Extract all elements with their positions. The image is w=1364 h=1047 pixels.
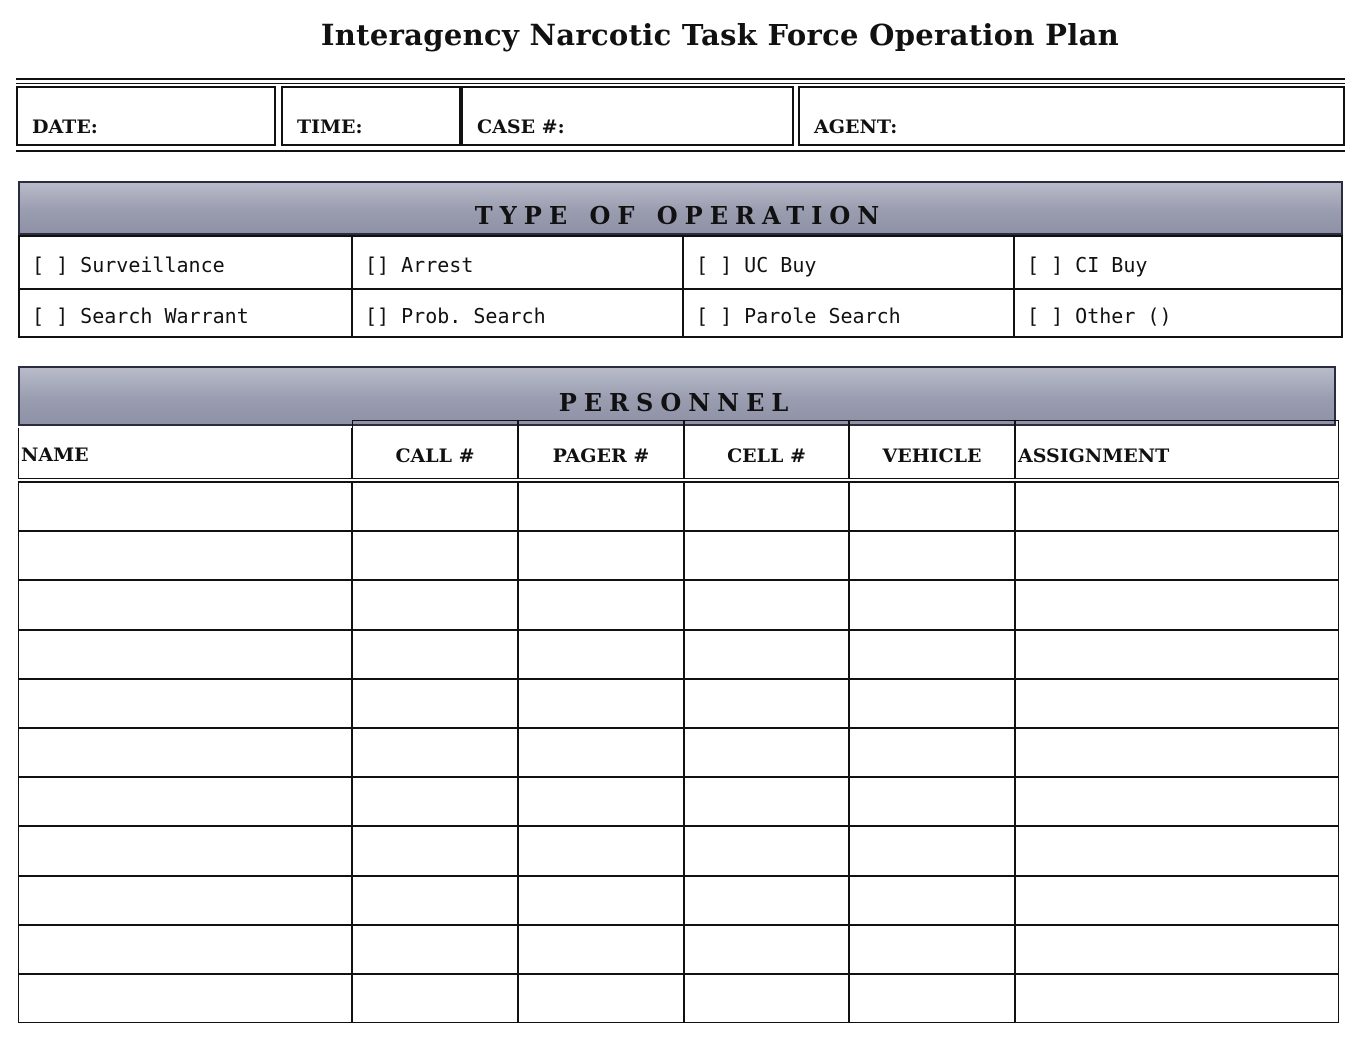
personnel-cell-pager-number[interactable] xyxy=(518,580,684,629)
personnel-cell-cell-number[interactable] xyxy=(684,728,849,777)
personnel-cell-vehicle[interactable] xyxy=(849,974,1015,1023)
option-ci-buy[interactable] xyxy=(1015,237,1341,287)
personnel-cell-call-number[interactable] xyxy=(352,876,518,925)
personnel-cell-vehicle[interactable] xyxy=(849,482,1015,531)
agent-field[interactable] xyxy=(798,86,1345,146)
option-surveillance[interactable] xyxy=(20,237,351,287)
personnel-cell-assignment[interactable] xyxy=(1015,876,1339,925)
option-parole-search[interactable] xyxy=(684,288,1013,338)
option-prob-search[interactable] xyxy=(353,288,682,338)
option-label: [] Arrest xyxy=(365,253,474,277)
personnel-cell-pager-number[interactable] xyxy=(518,482,684,531)
personnel-cell-pager-number[interactable] xyxy=(518,777,684,826)
option-arrest[interactable] xyxy=(353,237,682,287)
personnel-cell-pager-number[interactable] xyxy=(518,728,684,777)
personnel-cell-assignment[interactable] xyxy=(1015,679,1339,728)
option-search-warrant[interactable] xyxy=(20,288,351,338)
column-header-label: CALL # xyxy=(395,445,475,467)
personnel-cell-cell-number[interactable] xyxy=(684,826,849,875)
personnel-cell-assignment[interactable] xyxy=(1015,777,1339,826)
date-field[interactable] xyxy=(16,86,276,146)
personnel-cell-name[interactable] xyxy=(18,679,352,728)
personnel-cell-vehicle[interactable] xyxy=(849,679,1015,728)
personnel-cell-assignment[interactable] xyxy=(1015,482,1339,531)
option-label: [ ] CI Buy xyxy=(1027,253,1148,277)
personnel-cell-name[interactable] xyxy=(18,777,352,826)
option-label: [ ] Surveillance xyxy=(32,253,225,277)
column-header-label: NAME xyxy=(21,444,89,466)
personnel-cell-cell-number[interactable] xyxy=(684,679,849,728)
personnel-cell-cell-number[interactable] xyxy=(684,630,849,679)
personnel-cell-name[interactable] xyxy=(18,630,352,679)
personnel-cell-name[interactable] xyxy=(18,974,352,1023)
personnel-cell-cell-number[interactable] xyxy=(684,925,849,974)
personnel-cell-vehicle[interactable] xyxy=(849,531,1015,580)
personnel-cell-pager-number[interactable] xyxy=(518,876,684,925)
time-label: TIME: xyxy=(297,116,363,138)
personnel-cell-pager-number[interactable] xyxy=(518,531,684,580)
personnel-cell-vehicle[interactable] xyxy=(849,580,1015,629)
type-of-operation-bar xyxy=(18,181,1343,235)
personnel-cell-assignment[interactable] xyxy=(1015,826,1339,875)
personnel-cell-cell-number[interactable] xyxy=(684,482,849,531)
time-field[interactable] xyxy=(281,86,461,146)
option-label: [ ] UC Buy xyxy=(696,253,817,277)
personnel-cell-name[interactable] xyxy=(18,531,352,580)
column-header-label: ASSIGNMENT xyxy=(1018,445,1170,467)
option-label: [ ] Search Warrant xyxy=(32,304,249,328)
personnel-cell-vehicle[interactable] xyxy=(849,728,1015,777)
personnel-cell-call-number[interactable] xyxy=(352,531,518,580)
personnel-cell-assignment[interactable] xyxy=(1015,728,1339,777)
personnel-cell-pager-number[interactable] xyxy=(518,974,684,1023)
personnel-cell-call-number[interactable] xyxy=(352,925,518,974)
column-header-call-number xyxy=(352,420,518,480)
personnel-cell-call-number[interactable] xyxy=(352,679,518,728)
personnel-cell-name[interactable] xyxy=(18,728,352,777)
personnel-cell-call-number[interactable] xyxy=(352,777,518,826)
personnel-cell-name[interactable] xyxy=(18,580,352,629)
personnel-cell-vehicle[interactable] xyxy=(849,777,1015,826)
personnel-cell-pager-number[interactable] xyxy=(518,826,684,875)
personnel-bar xyxy=(18,366,1336,426)
personnel-cell-cell-number[interactable] xyxy=(684,876,849,925)
option-label: [ ] Parole Search xyxy=(696,304,901,328)
option-label: [ ] Other () xyxy=(1027,304,1172,328)
case-number-label: CASE #: xyxy=(477,116,565,138)
column-header-label: PAGER # xyxy=(552,445,650,467)
page-title: Interagency Narcotic Task Force Operation Plan xyxy=(320,18,1120,52)
column-header-name xyxy=(18,428,352,480)
column-header-pager-number xyxy=(518,420,684,480)
personnel-cell-call-number[interactable] xyxy=(352,580,518,629)
personnel-cell-pager-number[interactable] xyxy=(518,679,684,728)
option-label: [] Prob. Search xyxy=(365,304,546,328)
operation-options-grid xyxy=(18,235,1343,338)
personnel-cell-cell-number[interactable] xyxy=(684,531,849,580)
personnel-cell-vehicle[interactable] xyxy=(849,826,1015,875)
column-header-label: VEHICLE xyxy=(882,445,982,467)
agent-label: AGENT: xyxy=(814,116,898,138)
personnel-cell-vehicle[interactable] xyxy=(849,925,1015,974)
personnel-cell-name[interactable] xyxy=(18,925,352,974)
personnel-cell-assignment[interactable] xyxy=(1015,925,1339,974)
personnel-cell-assignment[interactable] xyxy=(1015,531,1339,580)
column-header-cell-number xyxy=(684,420,849,480)
column-header-label: CELL # xyxy=(727,445,806,467)
personnel-cell-vehicle[interactable] xyxy=(849,876,1015,925)
personnel-cell-assignment[interactable] xyxy=(1015,630,1339,679)
personnel-cell-assignment[interactable] xyxy=(1015,580,1339,629)
personnel-cell-call-number[interactable] xyxy=(352,826,518,875)
personnel-cell-name[interactable] xyxy=(18,876,352,925)
personnel-cell-cell-number[interactable] xyxy=(684,580,849,629)
info-bottom-rule xyxy=(16,150,1345,152)
type-of-operation-heading: TYPE OF OPERATION xyxy=(474,201,887,230)
option-other[interactable] xyxy=(1015,288,1341,338)
personnel-cell-call-number[interactable] xyxy=(352,482,518,531)
personnel-cell-cell-number[interactable] xyxy=(684,777,849,826)
personnel-cell-pager-number[interactable] xyxy=(518,630,684,679)
top-rule-thin xyxy=(16,83,1345,84)
personnel-cell-call-number[interactable] xyxy=(352,974,518,1023)
date-label: DATE: xyxy=(32,116,98,138)
personnel-cell-vehicle[interactable] xyxy=(849,630,1015,679)
personnel-cell-name[interactable] xyxy=(18,826,352,875)
top-rule xyxy=(16,78,1345,80)
column-header-vehicle xyxy=(849,420,1015,480)
personnel-heading: PERSONNEL xyxy=(558,388,796,417)
personnel-cell-call-number[interactable] xyxy=(352,630,518,679)
personnel-cell-name[interactable] xyxy=(18,482,352,531)
column-header-assignment xyxy=(1015,420,1339,480)
personnel-cell-assignment[interactable] xyxy=(1015,974,1339,1023)
personnel-cell-cell-number[interactable] xyxy=(684,974,849,1023)
personnel-cell-pager-number[interactable] xyxy=(518,925,684,974)
case-number-field[interactable] xyxy=(461,86,794,146)
personnel-cell-call-number[interactable] xyxy=(352,728,518,777)
option-uc-buy[interactable] xyxy=(684,237,1013,287)
